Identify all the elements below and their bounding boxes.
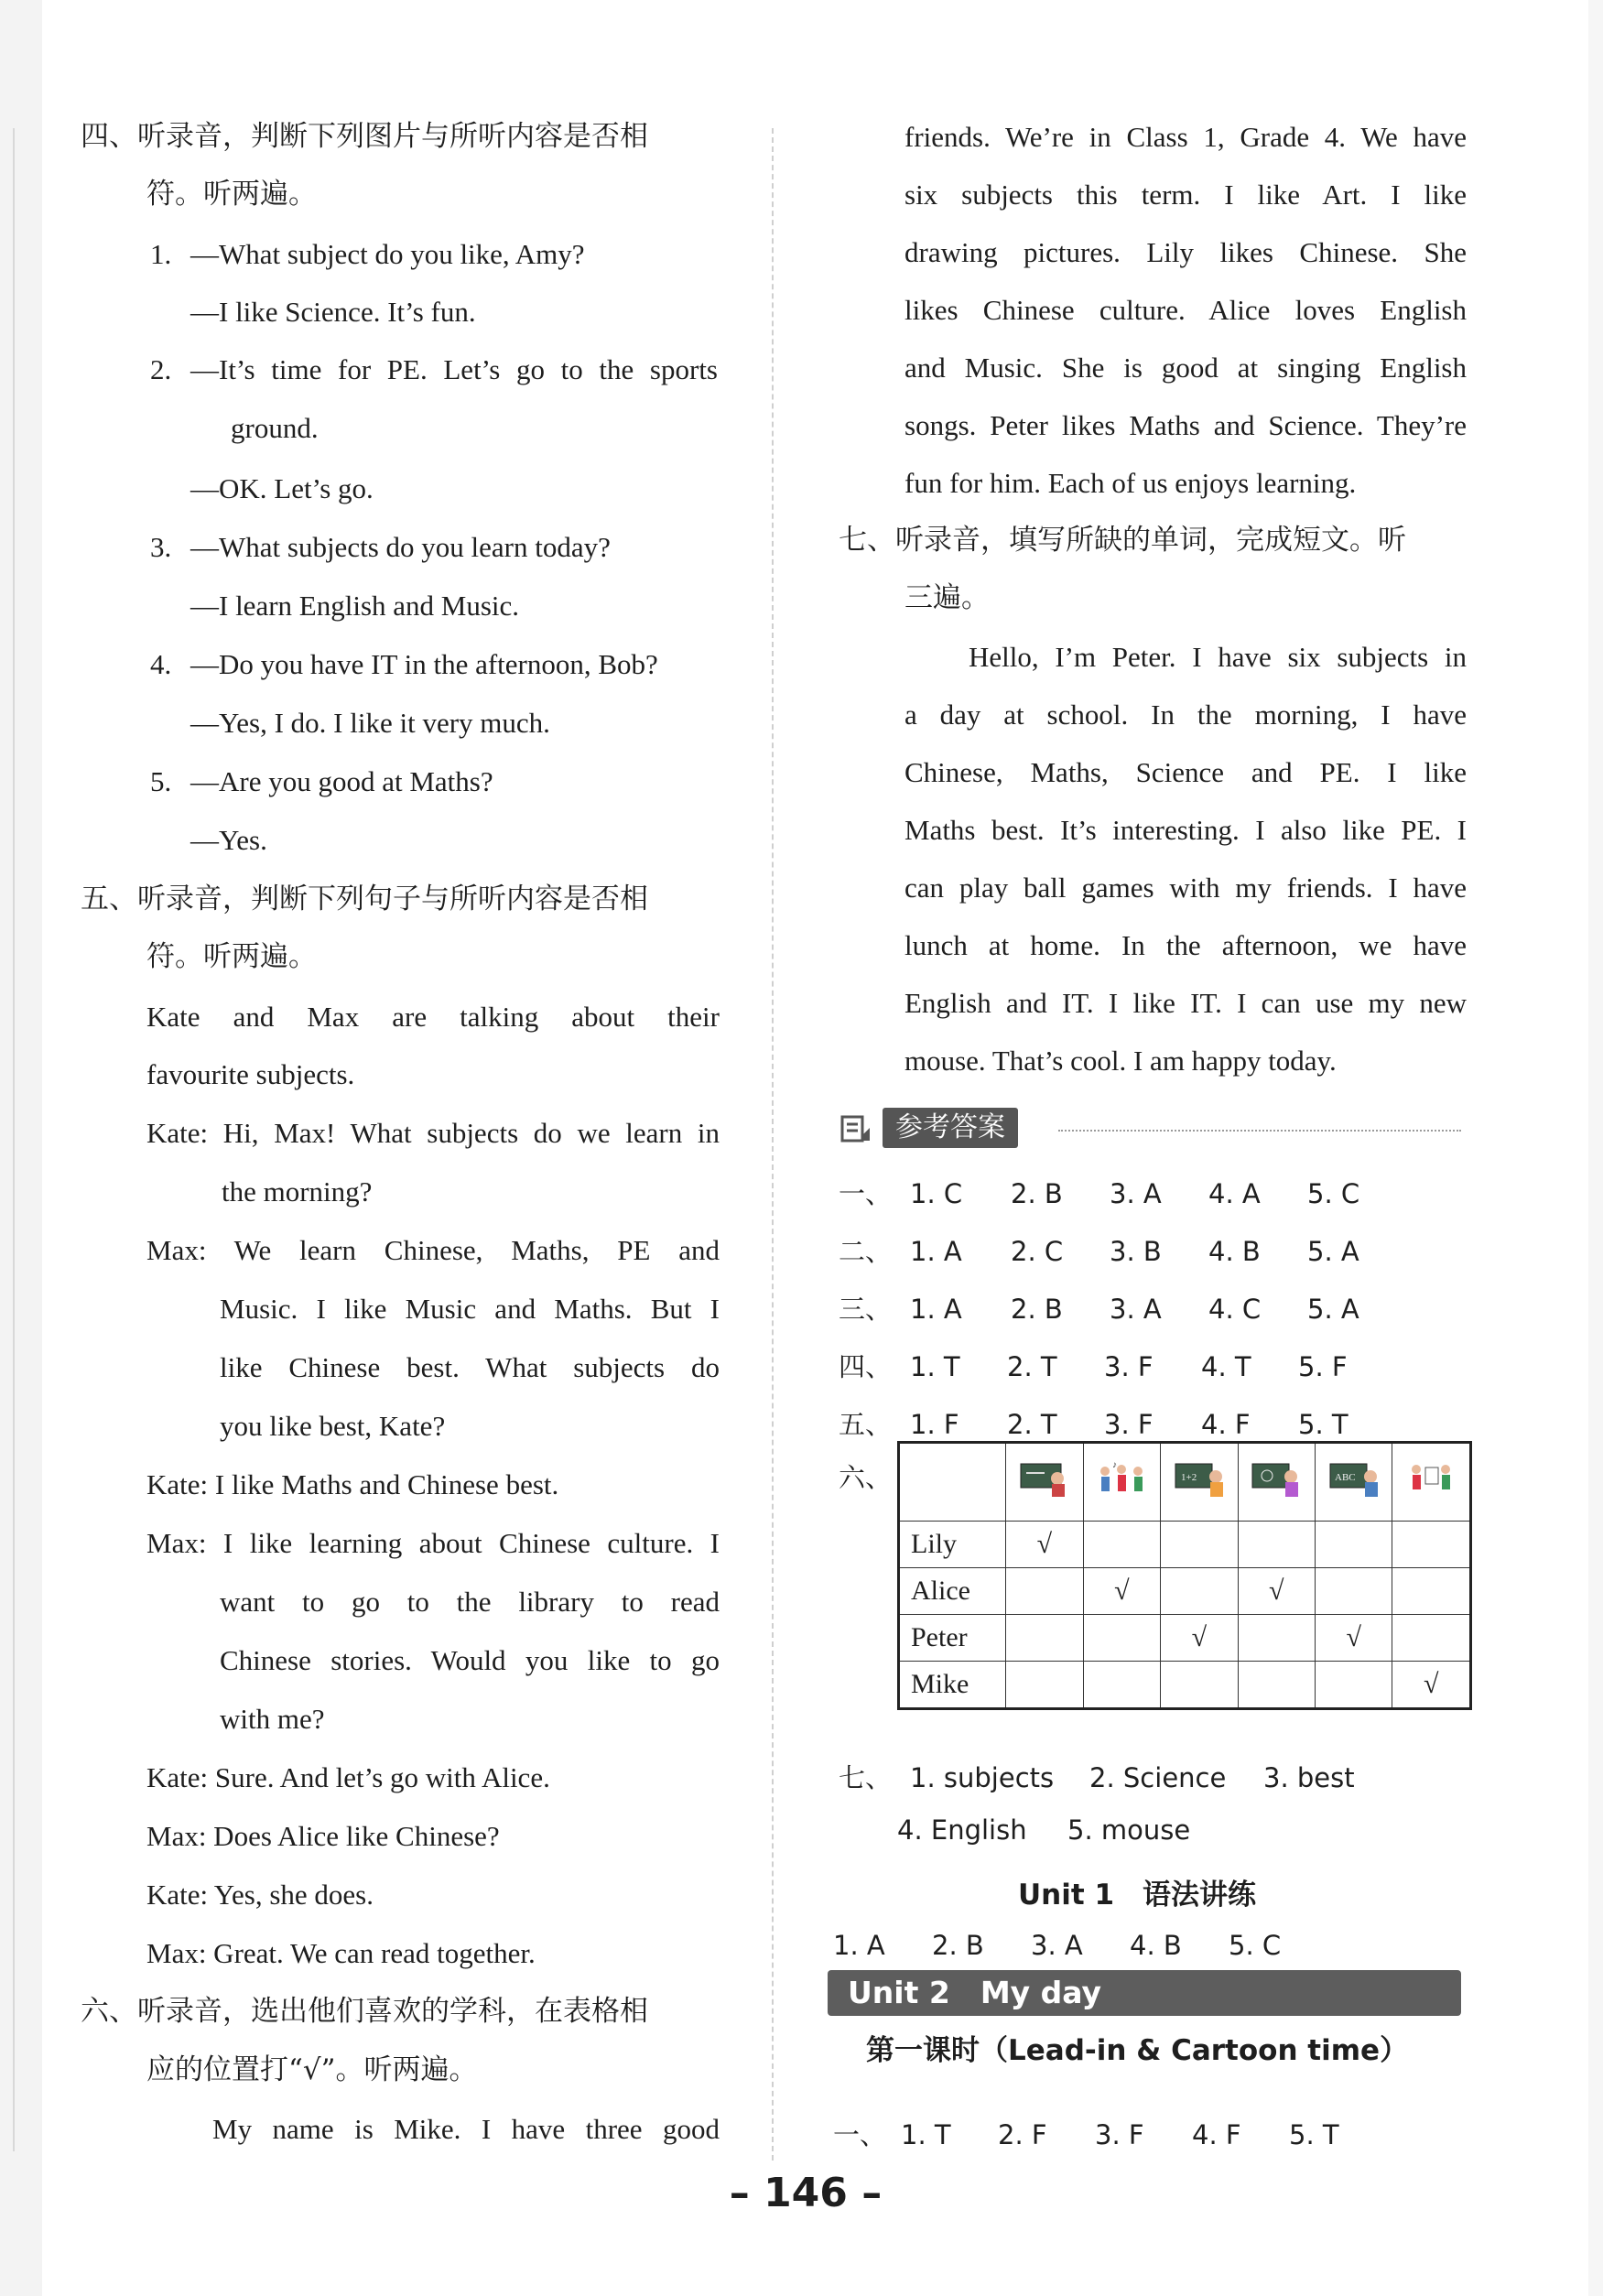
- table-cell: [1006, 1662, 1083, 1709]
- check-mark: √: [1238, 1568, 1315, 1615]
- passage-line: and Music. She is good at singing English: [904, 352, 1467, 384]
- passage-line: My name is Mike. I have three good: [212, 2113, 720, 2145]
- passage-line: Kate: Yes, she does.: [146, 1879, 374, 1911]
- item-number: 4.: [150, 648, 172, 680]
- item-number: 5.: [150, 765, 172, 797]
- passage-line: Kate: Hi, Max! What subjects do we learn in: [146, 1117, 720, 1149]
- answer-row: 四、 1. T 2. T 3. F 4. T 5. F: [839, 1351, 1348, 1382]
- passage-line: the morning?: [222, 1175, 373, 1208]
- subject-picture: [1161, 1443, 1238, 1522]
- passage-line: drawing pictures. Lily likes Chinese. She: [904, 236, 1467, 268]
- table-cell: [1083, 1615, 1160, 1662]
- item-number: 1.: [150, 238, 172, 270]
- answer-book-icon: [840, 1115, 872, 1143]
- passage-line: lunch at home. In the afternoon, we have: [904, 929, 1467, 961]
- passage-line: Max: Does Alice like Chinese?: [146, 1820, 500, 1852]
- table-cell: [1238, 1522, 1315, 1568]
- svg-text:ABC: ABC: [1334, 1472, 1356, 1483]
- table-cell: [1161, 1662, 1238, 1709]
- section-7-title-cont: 三遍。: [904, 581, 990, 614]
- passage-line: Kate: I like Maths and Chinese best.: [146, 1468, 559, 1500]
- table-cell: [1006, 1615, 1083, 1662]
- grammar-title: Unit 1 语法讲练: [1018, 1879, 1257, 1912]
- subject-picture: [1083, 1443, 1160, 1522]
- check-mark: √: [1316, 1615, 1392, 1662]
- table-cell: [1392, 1615, 1471, 1662]
- page-number: – 146 –: [729, 2170, 883, 2216]
- page-edge-shadow: [0, 0, 42, 2296]
- table-cell: [1238, 1615, 1315, 1662]
- grammar-answers: 1. A 2. B 3. A 4. B 5. C: [833, 1930, 1282, 1961]
- column-divider: [772, 128, 774, 2161]
- dialogue-line: —I like Science. It’s fun.: [190, 296, 476, 328]
- dialogue-line: —Are you good at Maths?: [190, 765, 493, 797]
- english-class-icon: [1327, 1458, 1381, 1499]
- passage-line: you like best, Kate?: [220, 1410, 446, 1442]
- dialogue-line-cont: ground.: [231, 412, 319, 444]
- student-name: Alice: [899, 1568, 1006, 1615]
- corner-cell: [899, 1443, 1006, 1522]
- answers-header-rule: [1058, 1130, 1461, 1132]
- student-name: Mike: [899, 1662, 1006, 1709]
- maths-class-icon: [1172, 1458, 1227, 1499]
- table-cell: [1316, 1662, 1392, 1709]
- dialogue-line: —Yes, I do. I like it very much.: [190, 707, 550, 739]
- table-cell: [1006, 1568, 1083, 1615]
- passage-line: a day at school. In the morning, I have: [904, 699, 1467, 731]
- answer-row: 五、 1. F 2. T 3. F 4. F 5. T: [839, 1409, 1348, 1440]
- passage-line: likes Chinese culture. Alice loves English: [904, 294, 1467, 326]
- passage-line: Max: I like learning about Chinese culture. I: [146, 1527, 720, 1559]
- lesson-answers: 一、 1. T 2. F 3. F 4. F 5. T: [833, 2119, 1339, 2150]
- dialogue-line: —What subject do you like, Amy?: [190, 238, 585, 270]
- svg-text:♪: ♪: [1112, 1460, 1118, 1470]
- check-mark: √: [1006, 1522, 1083, 1568]
- table-key: 六、: [839, 1462, 893, 1493]
- passage-line: Max: We learn Chinese, Maths, PE and: [146, 1234, 720, 1266]
- section-6-title-cont: 应的位置打“√”。听两遍。: [146, 2053, 478, 2086]
- table-cell: [1083, 1662, 1160, 1709]
- answer-row: 二、 1. A 2. C 3. B 4. B 5. A: [839, 1236, 1359, 1267]
- check-mark: √: [1083, 1568, 1160, 1615]
- music-class-icon: [1094, 1458, 1149, 1499]
- dialogue-line: —Do you have IT in the afternoon, Bob?: [190, 648, 658, 680]
- passage-line: with me?: [220, 1703, 325, 1735]
- student-name: Lily: [899, 1522, 1006, 1568]
- passage-line: Music. I like Music and Maths. But I: [220, 1293, 720, 1325]
- section-6-title: 六、听录音，选出他们喜欢的学科，在表格相: [81, 1995, 648, 2028]
- passage-line: Kate: Sure. And let’s go with Alice.: [146, 1761, 550, 1793]
- passage-line: like Chinese best. What subjects do: [220, 1351, 720, 1383]
- passage-line: can play ball games with my friends. I have: [904, 872, 1467, 904]
- answers-header: [831, 1108, 1463, 1150]
- unit-2-banner: Unit 2 My day: [828, 1970, 1461, 2016]
- dialogue-line: —OK. Let’s go.: [190, 472, 374, 504]
- section-5-title-cont: 符。听两遍。: [146, 940, 317, 973]
- dialogue-line: —It’s time for PE. Let’s go to the sports: [190, 353, 718, 385]
- passage-line: Maths best. It’s interesting. I also like PE. I: [904, 814, 1467, 846]
- art-class-icon: [1403, 1458, 1458, 1499]
- subject-picture: [1316, 1443, 1392, 1522]
- item-number: 3.: [150, 531, 172, 563]
- passage-line: songs. Peter likes Maths and Science. They’re: [904, 409, 1467, 441]
- item-number: 2.: [150, 353, 172, 385]
- passage-line: fun for him. Each of us enjoys learning.: [904, 467, 1357, 499]
- science-class-icon: [1249, 1458, 1304, 1499]
- table-cell: [1238, 1662, 1315, 1709]
- page-edge-right: [1588, 0, 1603, 2296]
- dialogue-line: —I learn English and Music.: [190, 590, 520, 622]
- subject-picture: [1392, 1443, 1471, 1522]
- passage-line: Kate and Max are talking about their: [146, 1001, 720, 1033]
- passage-line: mouse. That’s cool. I am happy today.: [904, 1045, 1337, 1077]
- table-cell: [1316, 1522, 1392, 1568]
- section-7-answers-cont: 4. English 5. mouse: [897, 1814, 1191, 1846]
- dialogue-line: —Yes.: [190, 824, 267, 856]
- answer-row: 三、 1. A 2. B 3. A 4. C 5. A: [839, 1294, 1359, 1325]
- table-cell: [1316, 1568, 1392, 1615]
- passage-line: want to go to the library to read: [220, 1586, 720, 1618]
- answers-label: 参考答案: [883, 1108, 1018, 1148]
- table-cell: [1083, 1522, 1160, 1568]
- subject-picture: [1238, 1443, 1315, 1522]
- section-4-title: 四、听录音，判断下列图片与所听内容是否相: [81, 120, 648, 153]
- lesson-title: 第一课时（Lead-in & Cartoon time）: [866, 2034, 1409, 2067]
- table-cell: [1161, 1568, 1238, 1615]
- answer-row: 一、 1. C 2. B 3. A 4. A 5. C: [839, 1178, 1360, 1209]
- table-cell: [1392, 1522, 1471, 1568]
- subject-picture: [1006, 1443, 1083, 1522]
- table-cell: [1161, 1522, 1238, 1568]
- dialogue-line: —What subjects do you learn today?: [190, 531, 611, 563]
- passage-line: Chinese, Maths, Science and PE. I like: [904, 756, 1467, 788]
- section-4-title-cont: 符。听两遍。: [146, 178, 317, 211]
- margin-line: [13, 128, 15, 2151]
- passage-line: Chinese stories. Would you like to go: [220, 1644, 720, 1676]
- section-7-answers: 七、 1. subjects 2. Science 3. best: [839, 1762, 1355, 1793]
- check-mark: √: [1161, 1615, 1238, 1662]
- section-7-title: 七、听录音，填写所缺的单词，完成短文。听: [839, 524, 1406, 557]
- passage-line: Max: Great. We can read together.: [146, 1937, 536, 1969]
- passage-line: six subjects this term. I like Art. I like: [904, 179, 1467, 211]
- svg-text:1+2: 1+2: [1180, 1472, 1197, 1483]
- passage-line: Hello, I’m Peter. I have six subjects in: [969, 641, 1467, 673]
- passage-line: English and IT. I like IT. I can use my new: [904, 987, 1467, 1019]
- chinese-class-icon: [1017, 1458, 1072, 1499]
- table-cell: [1392, 1568, 1471, 1615]
- passage-line: favourite subjects.: [146, 1058, 355, 1090]
- passage-line: friends. We’re in Class 1, Grade 4. We have: [904, 121, 1467, 153]
- student-name: Peter: [899, 1615, 1006, 1662]
- section-5-title: 五、听录音，判断下列句子与所听内容是否相: [81, 883, 648, 915]
- answer-table: [897, 1441, 1472, 1710]
- check-mark: √: [1392, 1662, 1471, 1709]
